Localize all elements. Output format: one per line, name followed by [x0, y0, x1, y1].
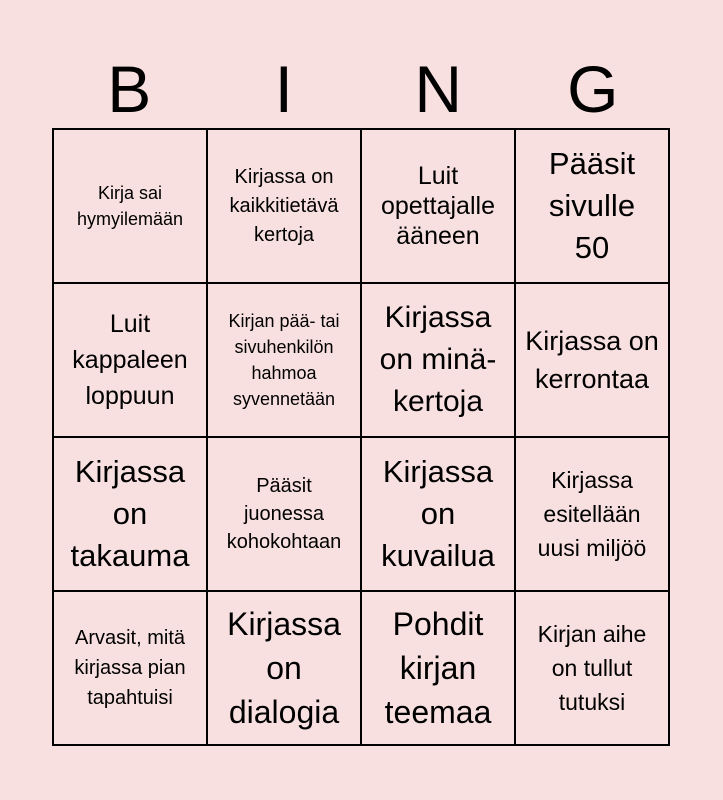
bingo-cell-5[interactable] — [54, 284, 208, 438]
cell-text: Luit opettajalle ääneen — [381, 162, 495, 250]
cell-text: Pääsit sivulle 50 — [548, 146, 636, 265]
cell-text: Arvasit, mitä kirjassa pian tapahtuisi — [74, 627, 186, 709]
bingo-cell-13[interactable] — [54, 592, 208, 746]
cell-text: Kirjassa on dialogia — [227, 606, 341, 730]
cell-text: Kirjassa esitellään uusi miljöö — [537, 467, 647, 561]
cell-text: Kirjassa on minä- kertoja — [379, 301, 497, 418]
cell-text: Luit kappaleen loppuun — [72, 310, 188, 410]
bingo-cell-7[interactable] — [362, 284, 516, 438]
bingo-cell-16[interactable] — [516, 592, 670, 746]
cell-text: Kirjassa on kaikkitietävä kertoja — [229, 165, 339, 246]
bingo-cell-4[interactable] — [516, 130, 670, 284]
bingo-cell-1[interactable] — [54, 130, 208, 284]
cell-text: Kirjan aihe on tullut tutuksi — [537, 621, 647, 715]
cell-text: Kirjassa on kuvailua — [381, 454, 495, 573]
cell-text: Kirjan pää- tai sivuhenkilön hahmoa syvennetään — [228, 311, 340, 409]
header-letter-n: N — [414, 52, 463, 126]
bingo-cell-3[interactable] — [362, 130, 516, 284]
cell-text: Kirjassa on kerrontaa — [525, 326, 659, 394]
bingo-cell-11[interactable] — [362, 438, 516, 592]
bingo-grid — [52, 128, 670, 746]
bingo-header — [52, 50, 670, 128]
bingo-cell-8[interactable] — [516, 284, 670, 438]
bingo-cell-14[interactable] — [208, 592, 362, 746]
cell-text: Kirjassa on takauma — [70, 454, 190, 573]
header-letter-g: G — [567, 52, 619, 126]
cell-text: Pohdit kirjan teemaa — [384, 606, 492, 730]
bingo-cell-10[interactable] — [208, 438, 362, 592]
bingo-cell-6[interactable] — [208, 284, 362, 438]
bingo-cell-2[interactable] — [208, 130, 362, 284]
cell-text: Kirja sai hymyilemään — [76, 183, 184, 229]
header-letter-b: B — [107, 52, 152, 126]
bingo-cell-12[interactable] — [516, 438, 670, 592]
bingo-cell-15[interactable] — [362, 592, 516, 746]
header-letter-i: I — [274, 52, 293, 126]
bingo-cell-9[interactable] — [54, 438, 208, 592]
cell-text: Pääsit juonessa kohokohtaan — [226, 475, 342, 553]
